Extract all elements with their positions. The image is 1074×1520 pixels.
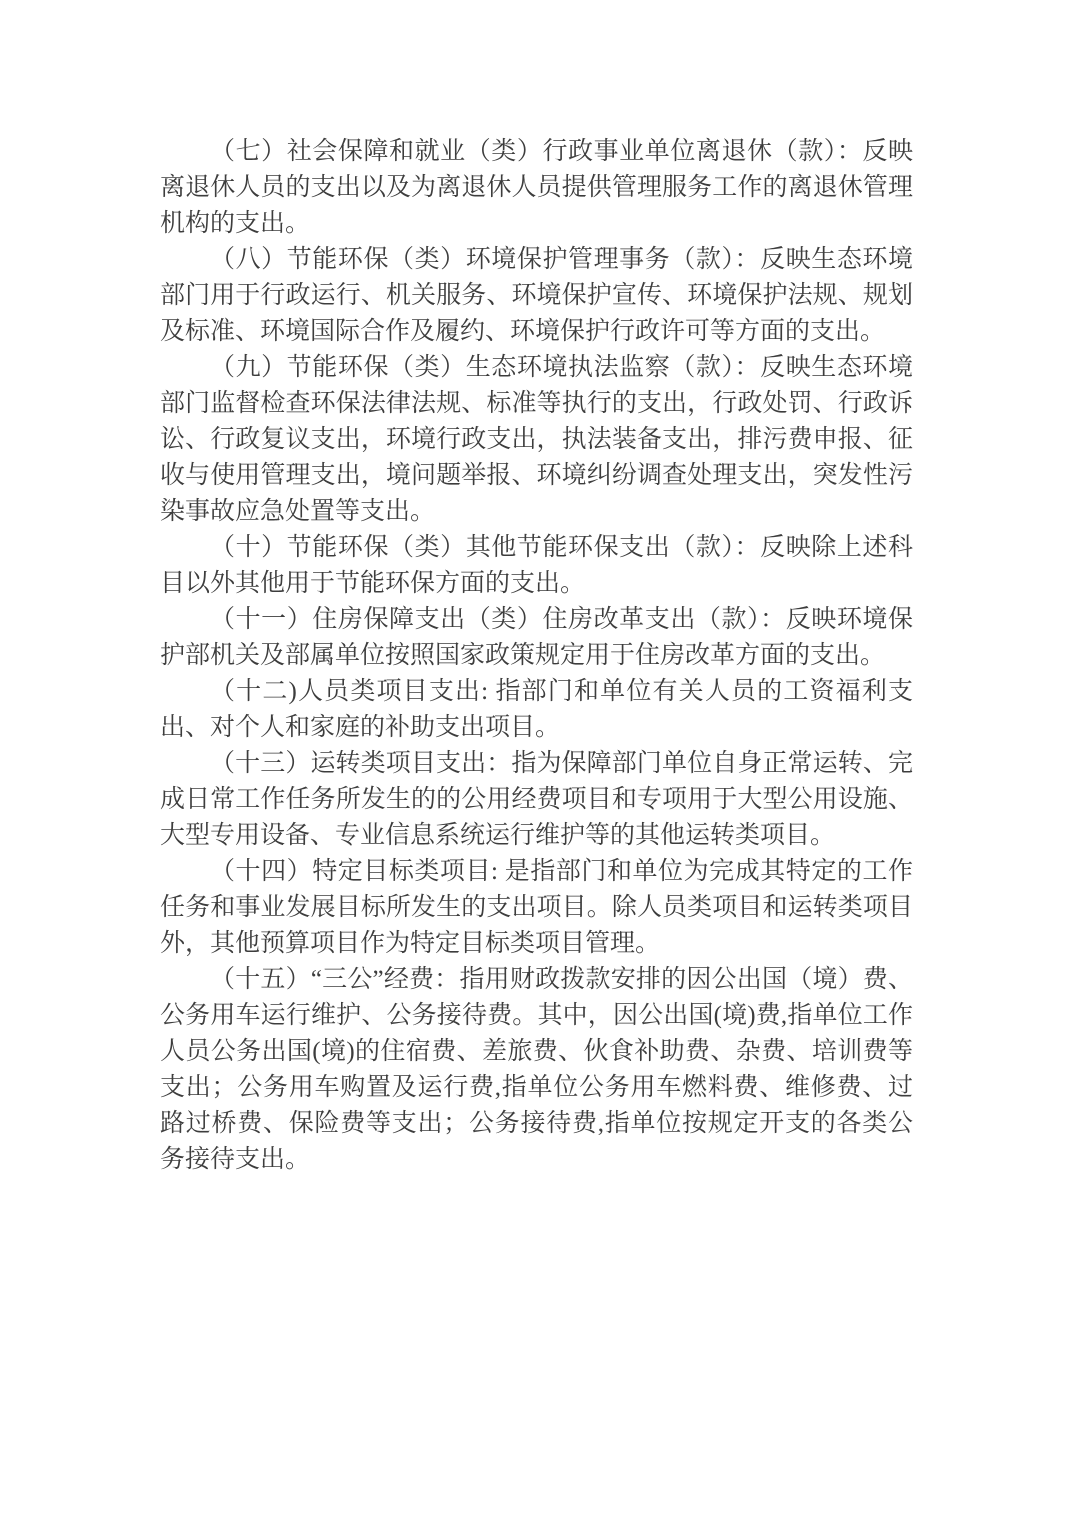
paragraph-item-9: （九）节能环保（类）生态环境执法监察（款）：反映生态环境部门监督检查环保法律法规、标准等执行的支出，行政处罚、行政诉讼、行政复议支出，环境行政支出，执法装备支出，排污费申报、征收与使用管理支出，境问题举报、环境纠纷调查处理支出，突发性污染事故应急处置等支出。 (160, 354, 913, 525)
paragraph-item-8: （八）节能环保（类）环境保护管理事务（款）：反映生态环境部门用于行政运行、机关服务、环境保护宣传、环境保护法规、规划及标准、环境国际合作及履约、环境保护行政许可等方面的支出。 (160, 246, 913, 345)
paragraph-item-14: （十四）特定目标类项目: 是指部门和单位为完成其特定的工作任务和事业发展目标所发生的支出项目。除人员类项目和运转类项目外，其他预算项目作为特定目标类项目管理。 (160, 858, 913, 957)
paragraph-item-10: （十）节能环保（类）其他节能环保支出（款）：反映除上述科目以外其他用于节能环保方面的支出。 (160, 534, 913, 597)
document-body (160, 134, 913, 1178)
paragraph-item-11: （十一）住房保障支出（类）住房改革支出（款）：反映环境保护部机关及部属单位按照国家政策规定用于住房改革方面的支出。 (160, 606, 913, 669)
paragraph-item-7: （七）社会保障和就业（类）行政事业单位离退休（款）：反映离退休人员的支出以及为离退休人员提供管理服务工作的离退休管理机构的支出。 (160, 138, 913, 237)
paragraph-item-13: （十三）运转类项目支出：指为保障部门单位自身正常运转、完成日常工作任务所发生的的公用经费项目和专项用于大型公用设施、大型专用设备、专业信息系统运行维护等的其他运转类项目。 (160, 750, 913, 849)
paragraph-item-12: （十二)人员类项目支出: 指部门和单位有关人员的工资福利支出、对个人和家庭的补助支出项目。 (160, 678, 913, 741)
paragraph-item-15: （十五）“三公”经费：指用财政拨款安排的因公出国（境）费、公务用车运行维护、公务接待费。其中，因公出国(境)费,指单位工作人员公务出国(境)的住宿费、差旅费、伙食补助费、杂费、培训费等支出；公务用车购置及运行费,指单位公务用车燃料费、维修费、过路过桥费、保险费等支出；公务接待费,指单位按规定开支的各类公务接待支出。 (160, 966, 913, 1173)
